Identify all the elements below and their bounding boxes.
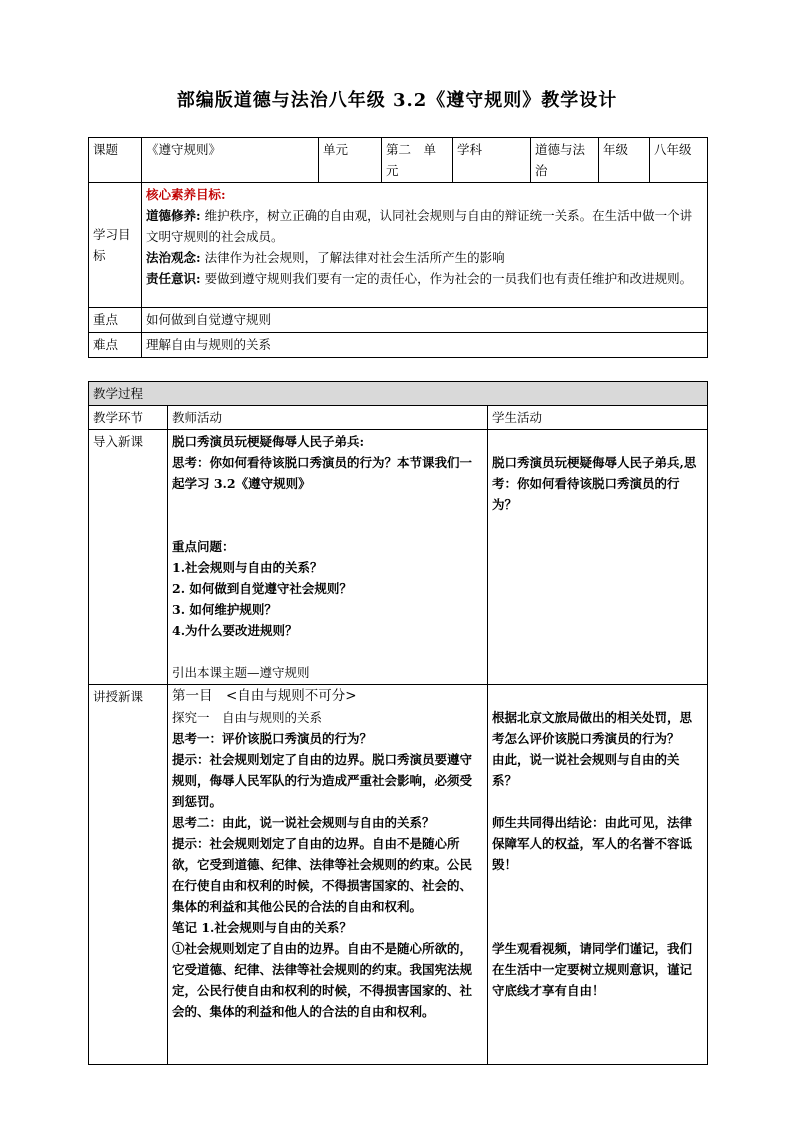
stage-lecture-teacher: 第一目 <自由与规则不可分> 探究一 自由与规则的关系 思考一：评价该脱口秀演员的行为？ 提示：社会规则划定了自由的边界。脱口秀演员要遵守规则，侮辱人民军队的行为造成严重社会影响，必须受到惩罚。 思考二：由此，说一说社会规则与自由的关系？ 提示：社会规则划定了自由的边界。自由不是随心所欲，它受到道德、纪律、法律等社会规则的约束。公民在行使自由和权利的时候，不得损害国家的、社会的、集体的利益和其他公民的合法的自由和权利。 笔记 1.社会规则与自由的关系？ ①社会规则划定了自由的边界。自由不是随心所欲的，它受道德、纪律、法律等社会规则的约束。我国宪法规定，公民行使自由和权利的时候，不得损害国家的、社会的、集体的利益和他人的合法的自由和权利。 — [168, 685, 488, 1065]
col-student: 学生活动 — [488, 406, 708, 430]
cell-goal-label: 学习目标 — [89, 183, 142, 308]
cell-topic-value: 《遵守规则》 — [142, 138, 319, 183]
cell-grade-label: 年级 — [599, 138, 650, 183]
cell-grade-value: 八年级 — [650, 138, 708, 183]
col-teacher: 教师活动 — [168, 406, 488, 430]
cell-key-value: 如何做到自觉遵守规则 — [142, 308, 708, 333]
cell-difficulty-label: 难点 — [89, 333, 142, 358]
course-info-table — [88, 137, 708, 358]
stage-lecture-student: 根据北京文旅局做出的相关处罚，思考怎么评价该脱口秀演员的行为？ 由此，说一说社会规则与自由的关系？ 师生共同得出结论：由此可见，法律保障军人的权益，军人的名誉不容诋毁！ 学生观看视频，请同学们谨记，我们在生活中一定要树立规则意识，谨记守底线才享有自由！ — [488, 685, 708, 1065]
col-stage: 教学环节 — [89, 406, 168, 430]
cell-unit-value: 第二 单元 — [382, 138, 453, 183]
cell-subject-value: 道德与法治 — [531, 138, 599, 183]
stage-intro-student: 脱口秀演员玩梗疑侮辱人民子弟兵,思考：你如何看待该脱口秀演员的行为？ — [488, 430, 708, 685]
cell-key-label: 重点 — [89, 308, 142, 333]
goal-item: 法治观念: 法律作为社会规则，了解法律对社会生活所产生的影响 — [146, 250, 505, 265]
goal-heading: 核心素养目标: — [146, 187, 226, 202]
stage-lecture-label: 讲授新课 — [89, 685, 168, 1065]
cell-subject-label: 学科 — [453, 138, 531, 183]
cell-goals — [142, 183, 708, 308]
goal-item: 道德修养: 维护秩序，树立正确的自由观，认同社会规则与自由的辩证统一关系。在生活中做一个讲文明守规则的社会成员。 — [146, 208, 693, 244]
goal-item: 责任意识: 要做到遵守规则我们要有一定的责任心，作为社会的一员我们也有责任维护和改进规则。 — [146, 271, 693, 286]
teaching-process-table — [88, 381, 708, 1065]
cell-difficulty-value: 理解自由与规则的关系 — [142, 333, 708, 358]
stage-intro-label: 导入新课 — [89, 430, 168, 685]
page-title: 部编版道德与法治八年级 3.2《遵守规则》教学设计 — [176, 90, 618, 111]
process-header: 教学过程 — [89, 382, 708, 406]
cell-topic-label: 课题 — [89, 138, 142, 183]
stage-intro-teacher: 脱口秀演员玩梗疑侮辱人民子弟兵: 思考：你如何看待该脱口秀演员的行为？本节课我们一起学习 3.2《遵守规则》 重点问题： 1.社会规则与自由的关系？ 2. 如何做到自觉遵守社会规则？ 3. 如何维护规则？ 4.为什么要改进规则？ 引出本课主题—遵守规则 — [168, 430, 488, 685]
cell-unit-label: 单元 — [319, 138, 382, 183]
